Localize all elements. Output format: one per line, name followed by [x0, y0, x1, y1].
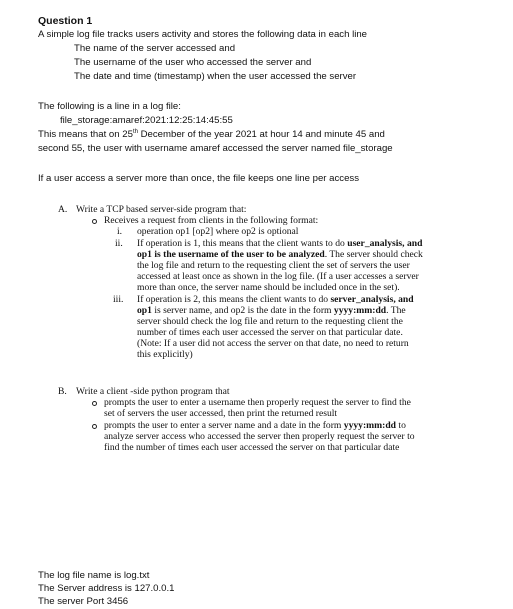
item-iii-line-6: this explicitly)	[137, 349, 193, 360]
part-b-heading: Write a client -side python program that	[76, 386, 230, 397]
item-ii-line-2: op1 is the username of the user to be analyzed. The server should check	[137, 249, 423, 260]
part-b-bullet-2-line-2: analyze server access who accessed the server then properly request the server to	[104, 431, 415, 442]
bullet-icon	[92, 401, 97, 406]
field-timestamp: The date and time (timestamp) when the user accessed the server	[74, 71, 357, 82]
item-ii-marker: ii.	[115, 238, 123, 249]
part-b-bullet-2-line-3: find the number of times each user accessed the server on that particular date	[104, 442, 400, 453]
item-iii-marker: iii.	[113, 294, 124, 305]
server-address: The Server address is 127.0.0.1	[38, 583, 175, 594]
part-a-subbullet: Receives a request from clients in the following format:	[104, 215, 319, 226]
example-line: file_storage:amaref:2021:12:25:14:45:55	[60, 115, 233, 126]
part-a-marker: A.	[58, 204, 68, 215]
repeat-note: If a user access a server more than once, the file keeps one line per access	[38, 173, 360, 184]
item-ii-line-3: the log file and return to the requesting client the set of servers the user	[137, 260, 410, 271]
part-b-bullet-2-line-1: prompts the user to enter a server name and a date in the form yyyy:mm:dd to	[104, 420, 406, 431]
part-b-bullet-1-line-2: set of servers the user accessed, then print the returned result	[104, 408, 338, 419]
question-title: Question 1	[38, 15, 93, 27]
bullet-icon	[92, 219, 97, 224]
part-b-marker: B.	[58, 386, 67, 397]
item-iii-line-3: server should check the log file and return to the requesting client the	[137, 316, 403, 327]
item-ii-line-4: accessed at least once as shown in the log file. (If a user accesses a server	[137, 271, 419, 282]
example-label: The following is a line in a log file:	[38, 101, 181, 112]
server-port: The server Port 3456	[38, 596, 129, 607]
intro-text: A simple log file tracks users activity and stores the following data in each line	[38, 29, 368, 40]
item-iii-line-2: op1 is server name, and op2 is the date in the form yyyy:mm:dd. The	[137, 305, 406, 316]
part-b-bullet-1-line-1: prompts the user to enter a username then properly request the server to find the	[104, 397, 411, 408]
item-ii-line-5: more than once, the server name should be included once in the set).	[137, 282, 400, 293]
field-username: The username of the user who accessed the server and	[74, 57, 312, 68]
field-server-name: The name of the server accessed and	[74, 43, 236, 54]
log-file-name: The log file name is log.txt	[38, 570, 150, 581]
part-a-heading: Write a TCP based server-side program that:	[76, 204, 247, 215]
item-iii-line-4: number of times each user accessed the server on that particular date.	[137, 327, 403, 338]
meaning-line-2: second 55, the user with username amaref accessed the server named file_storage	[38, 143, 393, 154]
item-iii-line-1: If operation is 2, this means the client wants to do server_analysis, and	[137, 294, 414, 305]
meaning-line-1: This means that on 25th December of the year 2021 at hour 14 and minute 45 and	[38, 128, 385, 140]
bullet-icon	[92, 424, 97, 429]
item-i-marker: i.	[117, 226, 123, 237]
item-i-text: operation op1 [op2] where op2 is optional	[137, 226, 299, 237]
item-iii-line-5: (Note: If a user did not access the server on that date, no need to return	[137, 338, 409, 349]
item-ii-line-1: If operation is 1, this means that the client wants to do user_analysis, and	[137, 238, 423, 249]
